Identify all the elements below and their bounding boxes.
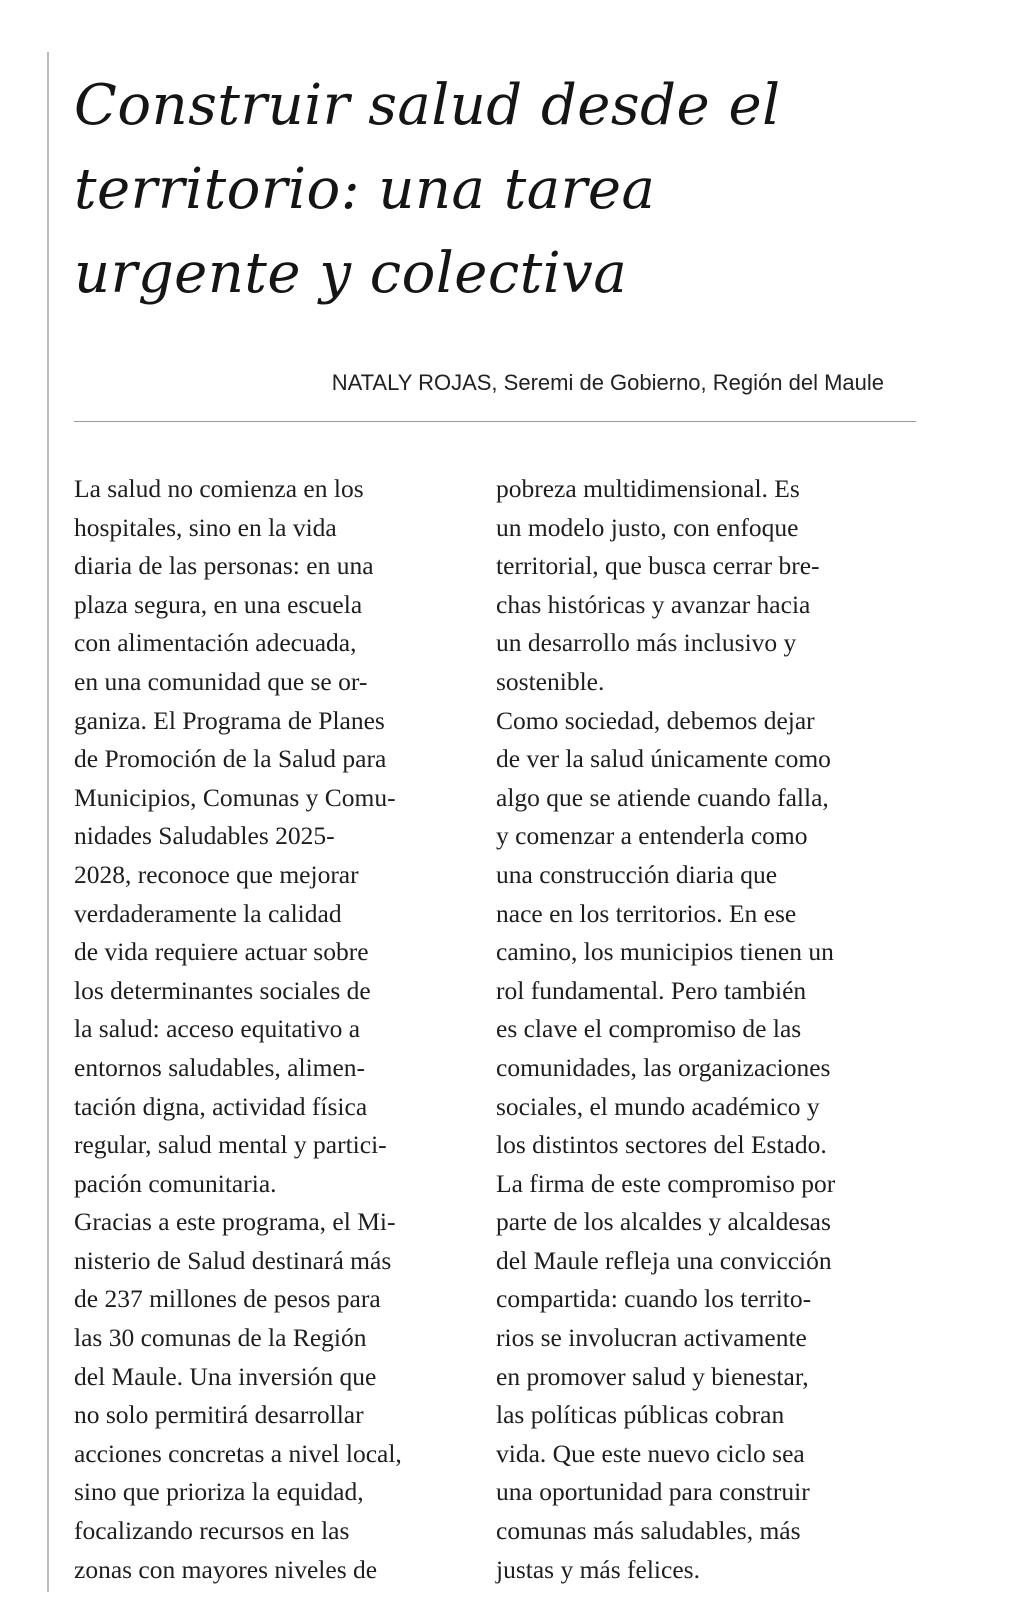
body-text-line: de ver la salud únicamente como	[496, 744, 831, 774]
body-text-line: diaria de las personas: en una	[74, 551, 374, 581]
body-text-line: un modelo justo, con enfoque	[496, 512, 799, 542]
body-text-line: entornos saludables, alimen-	[74, 1052, 366, 1082]
body-text-line: plaza segura, en una escuela	[74, 589, 363, 619]
body-text-line: algo que se atiende cuando falla,	[496, 782, 829, 812]
body-text-line: sostenible.	[496, 666, 605, 696]
body-text-line: justas y más felices.	[496, 1554, 700, 1584]
headline	[74, 64, 934, 316]
body-text-line: pación comunitaria.	[74, 1168, 277, 1198]
body-text-line: chas históricas y avanzar hacia	[496, 589, 811, 619]
body-text-line: las políticas públicas cobran	[496, 1400, 785, 1430]
body-text-line: vida. Que este nuevo ciclo sea	[496, 1438, 805, 1468]
body-text-line: 2028, reconoce que mejorar	[74, 859, 359, 889]
text-column-right	[496, 470, 916, 1589]
body-text-line: sociales, el mundo académico y	[496, 1091, 820, 1121]
column-divider-rule	[47, 52, 49, 1592]
body-text-line: compartida: cuando los territo-	[496, 1284, 812, 1314]
body-text-line: sino que prioriza la equidad,	[74, 1477, 364, 1507]
body-text-line: rol fundamental. Pero también	[496, 975, 807, 1005]
separator-rule	[74, 421, 916, 422]
body-text-line: del Maule refleja una convicción	[496, 1245, 832, 1275]
body-text-line: hospitales, sino en la vida	[74, 512, 337, 542]
body-text-line: regular, salud mental y partici-	[74, 1130, 387, 1160]
body-text-line: en promover salud y bienestar,	[496, 1361, 809, 1391]
headline-line: urgente y colectiva	[74, 241, 628, 306]
body-text-line: nisterio de Salud destinará más	[74, 1245, 392, 1275]
body-text-line: La firma de este compromiso por	[496, 1168, 836, 1198]
body-text-line: territorial, que busca cerrar bre-	[496, 551, 820, 581]
body-text-line: del Maule. Una inversión que	[74, 1361, 377, 1391]
body-text-line: pobreza multidimensional. Es	[496, 474, 800, 503]
body-text-line: Municipios, Comunas y Comu-	[74, 782, 396, 812]
body-text-line: un desarrollo más inclusivo y	[496, 628, 797, 658]
body-text-line: de 237 millones de pesos para	[74, 1284, 381, 1314]
body-text-line: verdaderamente la calidad	[74, 898, 342, 928]
headline-line: territorio: una tarea	[74, 157, 656, 222]
body-text-line: comunidades, las organizaciones	[496, 1052, 831, 1082]
body-text-line: de Promoción de la Salud para	[74, 744, 387, 774]
body-text-line: la salud: acceso equitativo a	[74, 1014, 361, 1044]
body-text-line: comunas más saludables, más	[496, 1516, 801, 1546]
body-text-line: ganiza. El Programa de Planes	[74, 705, 385, 735]
body-text-line: nidades Saludables 2025-	[74, 821, 335, 851]
body-text-line: La salud no comienza en los	[74, 474, 364, 503]
body-text-line: tación digna, actividad física	[74, 1091, 368, 1121]
body-text-line: nace en los territorios. En ese	[496, 898, 797, 928]
body-text-line: con alimentación adecuada,	[74, 628, 357, 658]
body-text-line: acciones concretas a nivel local,	[74, 1438, 402, 1468]
body-text-line: no solo permitirá desarrollar	[74, 1400, 364, 1430]
body-text-line: Como sociedad, debemos dejar	[496, 705, 815, 735]
body-text-line: de vida requiere actuar sobre	[74, 937, 369, 967]
body-text-line: zonas con mayores niveles de	[74, 1554, 378, 1584]
byline: NATALY ROJAS, Seremi de Gobierno, Región del Maule	[331, 370, 884, 395]
body-text-line: los determinantes sociales de	[74, 975, 371, 1005]
body-text-line: en una comunidad que se or-	[74, 666, 368, 696]
text-column-left	[74, 470, 469, 1589]
headline-line: Construir salud desde el	[74, 73, 781, 138]
body-text-line: las 30 comunas de la Región	[74, 1323, 367, 1353]
body-text-line: parte de los alcaldes y alcaldesas	[496, 1207, 831, 1237]
body-text-line: camino, los municipios tienen un	[496, 937, 834, 967]
body-text-line: y comenzar a entenderla como	[496, 821, 808, 851]
body-text-line: focalizando recursos en las	[74, 1516, 350, 1546]
body-text-line: Gracias a este programa, el Mi-	[74, 1207, 396, 1237]
body-text-line: los distintos sectores del Estado.	[496, 1130, 827, 1160]
body-text-line: es clave el compromiso de las	[496, 1014, 802, 1044]
body-text-line: rios se involucran activamente	[496, 1323, 807, 1353]
body-text-line: una construcción diaria que	[496, 859, 778, 889]
body-text-line: una oportunidad para construir	[496, 1477, 810, 1507]
